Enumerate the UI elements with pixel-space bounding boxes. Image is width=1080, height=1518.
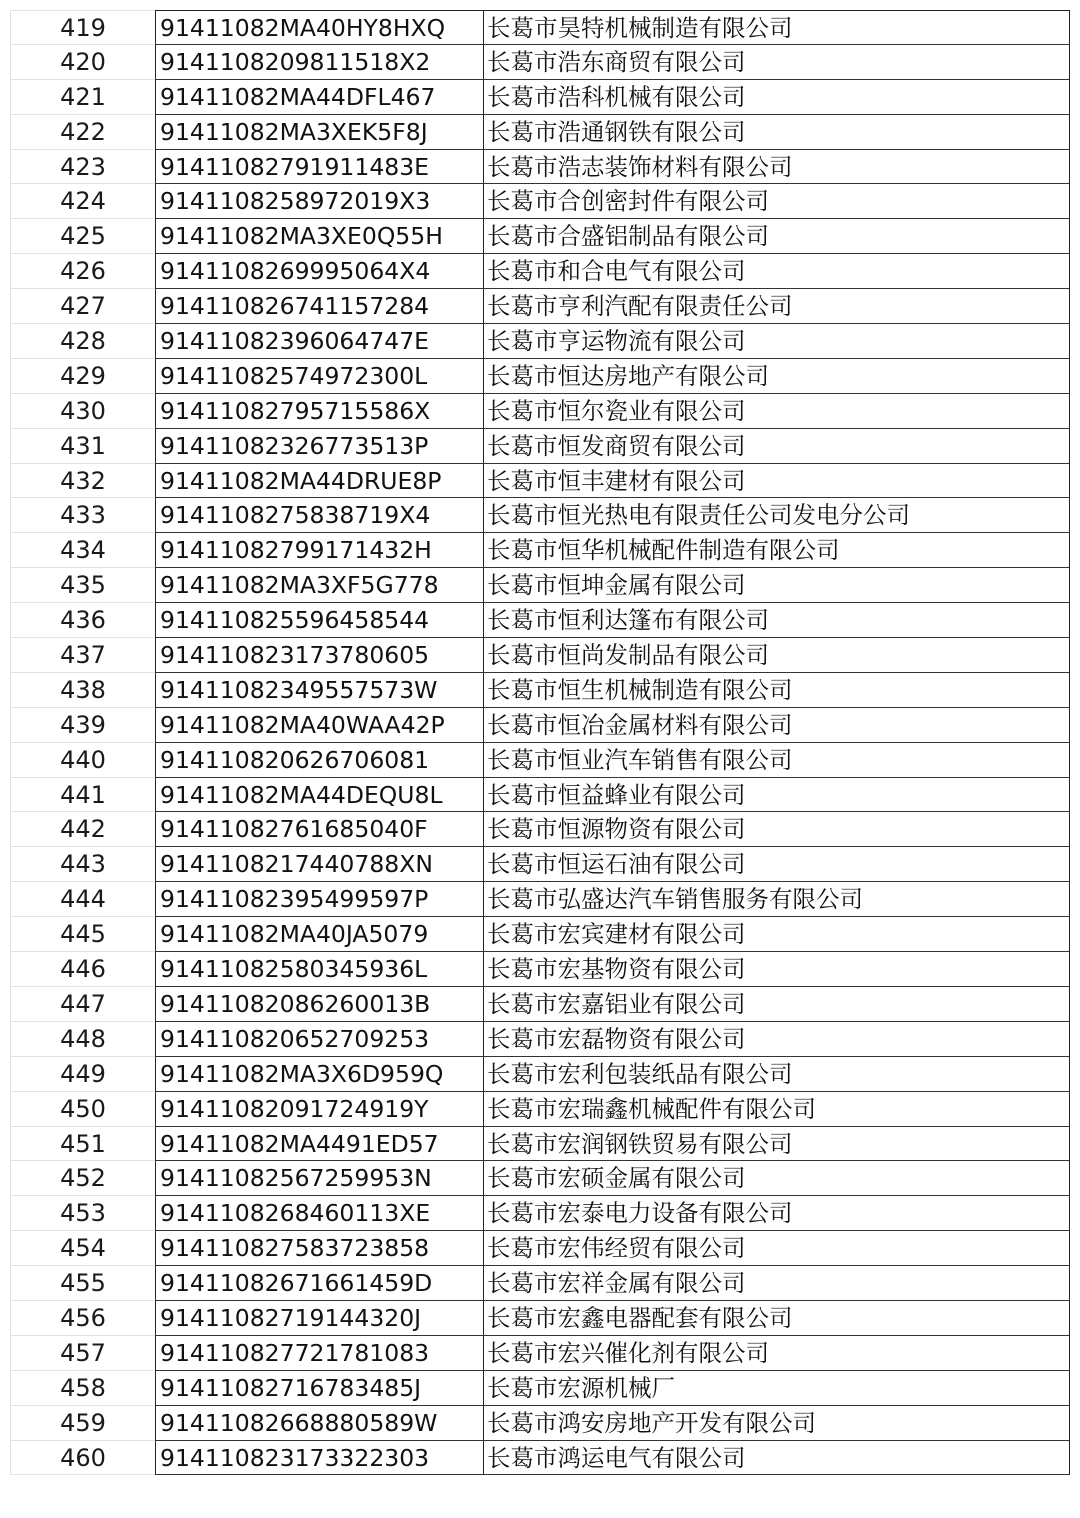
credit-code-cell: 91411082799171432H (155, 533, 483, 568)
company-name-cell: 长葛市宏基物资有限公司 (483, 952, 1070, 987)
table-row (10, 289, 1070, 324)
credit-code-cell: 9141108209811518X2 (155, 45, 483, 80)
row-number-cell: 428 (10, 324, 155, 359)
company-name-cell: 长葛市恒华机械配件制造有限公司 (483, 533, 1070, 568)
company-name-cell: 长葛市宏瑞鑫机械配件有限公司 (483, 1092, 1070, 1127)
row-number-cell: 450 (10, 1092, 155, 1127)
credit-code-cell: 91411082671661459D (155, 1266, 483, 1301)
row-number-cell: 454 (10, 1231, 155, 1266)
credit-code-cell: 91411082MA3X6D959Q (155, 1057, 483, 1092)
credit-code-cell: 914110826741157284 (155, 289, 483, 324)
table-row (10, 638, 1070, 673)
company-name-cell: 长葛市亨运物流有限公司 (483, 324, 1070, 359)
credit-code-cell: 91411082091724919Y (155, 1092, 483, 1127)
table-row (10, 1161, 1070, 1196)
table-row (10, 150, 1070, 185)
table-row (10, 1336, 1070, 1371)
table-row (10, 812, 1070, 847)
table-row (10, 1406, 1070, 1441)
company-name-cell: 长葛市恒业汽车销售有限公司 (483, 743, 1070, 778)
credit-code-cell: 91411082795715586X (155, 394, 483, 429)
company-name-cell: 长葛市恒利达篷布有限公司 (483, 603, 1070, 638)
row-number-cell: 457 (10, 1336, 155, 1371)
company-name-cell: 长葛市宏鑫电器配套有限公司 (483, 1301, 1070, 1336)
row-number-cell: 458 (10, 1371, 155, 1406)
credit-code-cell: 914110823173780605 (155, 638, 483, 673)
table-row (10, 1127, 1070, 1162)
row-number-cell: 448 (10, 1022, 155, 1057)
table-row (10, 80, 1070, 115)
row-number-cell: 451 (10, 1127, 155, 1162)
company-name-cell: 长葛市恒运石油有限公司 (483, 847, 1070, 882)
table-row (10, 778, 1070, 813)
table-row (10, 533, 1070, 568)
credit-code-cell: 91411082791911483E (155, 150, 483, 185)
credit-code-cell: 91411082719144320J (155, 1301, 483, 1336)
credit-code-cell: 914110827583723858 (155, 1231, 483, 1266)
row-number-cell: 435 (10, 568, 155, 603)
row-number-cell: 429 (10, 359, 155, 394)
credit-code-cell: 91411082MA3XF5G778 (155, 568, 483, 603)
row-number-cell: 438 (10, 673, 155, 708)
company-name-cell: 长葛市宏宾建材有限公司 (483, 917, 1070, 952)
company-name-cell: 长葛市宏祥金属有限公司 (483, 1266, 1070, 1301)
company-name-cell: 长葛市浩东商贸有限公司 (483, 45, 1070, 80)
company-name-cell: 长葛市浩通钢铁有限公司 (483, 115, 1070, 150)
credit-code-cell: 914110820626706081 (155, 743, 483, 778)
credit-code-cell: 914110823173322303 (155, 1441, 483, 1476)
credit-code-cell: 9141108269995064X4 (155, 254, 483, 289)
row-number-cell: 427 (10, 289, 155, 324)
company-name-cell: 长葛市恒光热电有限责任公司发电分公司 (483, 498, 1070, 533)
row-number-cell: 455 (10, 1266, 155, 1301)
company-name-cell: 长葛市宏泰电力设备有限公司 (483, 1196, 1070, 1231)
credit-code-cell: 914110820652709253 (155, 1022, 483, 1057)
company-name-cell: 长葛市恒达房地产有限公司 (483, 359, 1070, 394)
credit-code-cell: 91411082716783485J (155, 1371, 483, 1406)
table-row (10, 359, 1070, 394)
company-name-cell: 长葛市合创密封件有限公司 (483, 184, 1070, 219)
company-name-cell: 长葛市浩志装饰材料有限公司 (483, 150, 1070, 185)
company-name-cell: 长葛市鸿安房地产开发有限公司 (483, 1406, 1070, 1441)
credit-code-cell: 9141108268460113XE (155, 1196, 483, 1231)
row-number-cell: 422 (10, 115, 155, 150)
row-number-cell: 452 (10, 1161, 155, 1196)
table-row (10, 952, 1070, 987)
credit-code-cell: 91411082086260013B (155, 987, 483, 1022)
row-number-cell: 424 (10, 184, 155, 219)
row-number-cell: 434 (10, 533, 155, 568)
table-row (10, 1231, 1070, 1266)
row-number-cell: 447 (10, 987, 155, 1022)
row-number-cell: 444 (10, 882, 155, 917)
row-number-cell: 430 (10, 394, 155, 429)
company-name-cell: 长葛市宏润钢铁贸易有限公司 (483, 1127, 1070, 1162)
company-name-cell: 长葛市恒尚发制品有限公司 (483, 638, 1070, 673)
table-row (10, 743, 1070, 778)
company-name-cell: 长葛市恒发商贸有限公司 (483, 429, 1070, 464)
company-name-cell: 长葛市恒坤金属有限公司 (483, 568, 1070, 603)
row-number-cell: 437 (10, 638, 155, 673)
credit-code-cell: 914110827721781083 (155, 1336, 483, 1371)
credit-code-cell: 91411082580345936L (155, 952, 483, 987)
credit-code-cell: 91411082MA44DFL467 (155, 80, 483, 115)
table-row (10, 1057, 1070, 1092)
table-row (10, 394, 1070, 429)
credit-code-cell: 9141108275838719X4 (155, 498, 483, 533)
credit-code-cell: 91411082MA3XEK5F8J (155, 115, 483, 150)
company-name-cell: 长葛市恒尔瓷业有限公司 (483, 394, 1070, 429)
credit-code-cell: 91411082395499597P (155, 882, 483, 917)
row-number-cell: 453 (10, 1196, 155, 1231)
credit-code-cell: 91411082MA44DEQU8L (155, 778, 483, 813)
row-number-cell: 419 (10, 10, 155, 45)
company-name-cell: 长葛市昊特机械制造有限公司 (483, 10, 1070, 45)
table-row (10, 1196, 1070, 1231)
row-number-cell: 436 (10, 603, 155, 638)
company-name-cell: 长葛市宏伟经贸有限公司 (483, 1231, 1070, 1266)
table-row (10, 45, 1070, 80)
table-row (10, 568, 1070, 603)
company-name-cell: 长葛市鸿运电气有限公司 (483, 1441, 1070, 1476)
row-number-cell: 423 (10, 150, 155, 185)
credit-code-cell: 91411082MA40WAA42P (155, 708, 483, 743)
credit-code-cell: 9141108217440788XN (155, 847, 483, 882)
row-number-cell: 459 (10, 1406, 155, 1441)
company-name-cell: 长葛市宏硕金属有限公司 (483, 1161, 1070, 1196)
credit-code-cell: 91411082574972300L (155, 359, 483, 394)
company-name-cell: 长葛市恒源物资有限公司 (483, 812, 1070, 847)
table-row (10, 184, 1070, 219)
credit-code-cell: 91411082668880589W (155, 1406, 483, 1441)
credit-code-cell: 91411082MA40HY8HXQ (155, 10, 483, 45)
row-number-cell: 439 (10, 708, 155, 743)
row-number-cell: 456 (10, 1301, 155, 1336)
table-row (10, 1371, 1070, 1406)
table-row (10, 115, 1070, 150)
credit-code-cell: 91411082326773513P (155, 429, 483, 464)
table-row (10, 464, 1070, 499)
company-name-cell: 长葛市恒益蜂业有限公司 (483, 778, 1070, 813)
table-row (10, 1301, 1070, 1336)
credit-code-cell: 91411082349557573W (155, 673, 483, 708)
row-number-cell: 449 (10, 1057, 155, 1092)
row-number-cell: 443 (10, 847, 155, 882)
table-row (10, 1266, 1070, 1301)
table-row (10, 324, 1070, 359)
row-number-cell: 442 (10, 812, 155, 847)
credit-code-cell: 91411082MA40JA5079 (155, 917, 483, 952)
row-number-cell: 445 (10, 917, 155, 952)
row-number-cell: 440 (10, 743, 155, 778)
company-name-cell: 长葛市亨利汽配有限责任公司 (483, 289, 1070, 324)
company-name-cell: 长葛市浩科机械有限公司 (483, 80, 1070, 115)
table-row (10, 429, 1070, 464)
credit-code-cell: 91411082761685040F (155, 812, 483, 847)
credit-code-cell: 914110825596458544 (155, 603, 483, 638)
company-name-cell: 长葛市恒冶金属材料有限公司 (483, 708, 1070, 743)
table-row (10, 10, 1070, 45)
row-number-cell: 433 (10, 498, 155, 533)
row-number-cell: 431 (10, 429, 155, 464)
table-row (10, 917, 1070, 952)
company-name-cell: 长葛市和合电气有限公司 (483, 254, 1070, 289)
table-row (10, 498, 1070, 533)
table-row (10, 1022, 1070, 1057)
company-name-cell: 长葛市恒生机械制造有限公司 (483, 673, 1070, 708)
table-row (10, 673, 1070, 708)
company-list-table (10, 10, 1070, 1475)
row-number-cell: 420 (10, 45, 155, 80)
row-number-cell: 421 (10, 80, 155, 115)
table-row (10, 987, 1070, 1022)
credit-code-cell: 91411082MA3XE0Q55H (155, 219, 483, 254)
company-name-cell: 长葛市恒丰建材有限公司 (483, 464, 1070, 499)
table-row (10, 1441, 1070, 1476)
company-name-cell: 长葛市宏利包装纸品有限公司 (483, 1057, 1070, 1092)
table-row (10, 603, 1070, 638)
table-row (10, 847, 1070, 882)
row-number-cell: 460 (10, 1441, 155, 1476)
row-number-cell: 441 (10, 778, 155, 813)
credit-code-cell: 9141108258972019X3 (155, 184, 483, 219)
row-number-cell: 426 (10, 254, 155, 289)
credit-code-cell: 91411082567259953N (155, 1161, 483, 1196)
table-row (10, 254, 1070, 289)
row-number-cell: 432 (10, 464, 155, 499)
company-name-cell: 长葛市宏嘉铝业有限公司 (483, 987, 1070, 1022)
company-name-cell: 长葛市宏源机械厂 (483, 1371, 1070, 1406)
table-row (10, 1092, 1070, 1127)
row-number-cell: 446 (10, 952, 155, 987)
credit-code-cell: 91411082MA4491ED57 (155, 1127, 483, 1162)
table-row (10, 882, 1070, 917)
company-name-cell: 长葛市合盛铝制品有限公司 (483, 219, 1070, 254)
table-row (10, 708, 1070, 743)
row-number-cell: 425 (10, 219, 155, 254)
credit-code-cell: 91411082396064747E (155, 324, 483, 359)
credit-code-cell: 91411082MA44DRUE8P (155, 464, 483, 499)
company-name-cell: 长葛市宏兴催化剂有限公司 (483, 1336, 1070, 1371)
company-name-cell: 长葛市宏磊物资有限公司 (483, 1022, 1070, 1057)
company-name-cell: 长葛市弘盛达汽车销售服务有限公司 (483, 882, 1070, 917)
table-row (10, 219, 1070, 254)
